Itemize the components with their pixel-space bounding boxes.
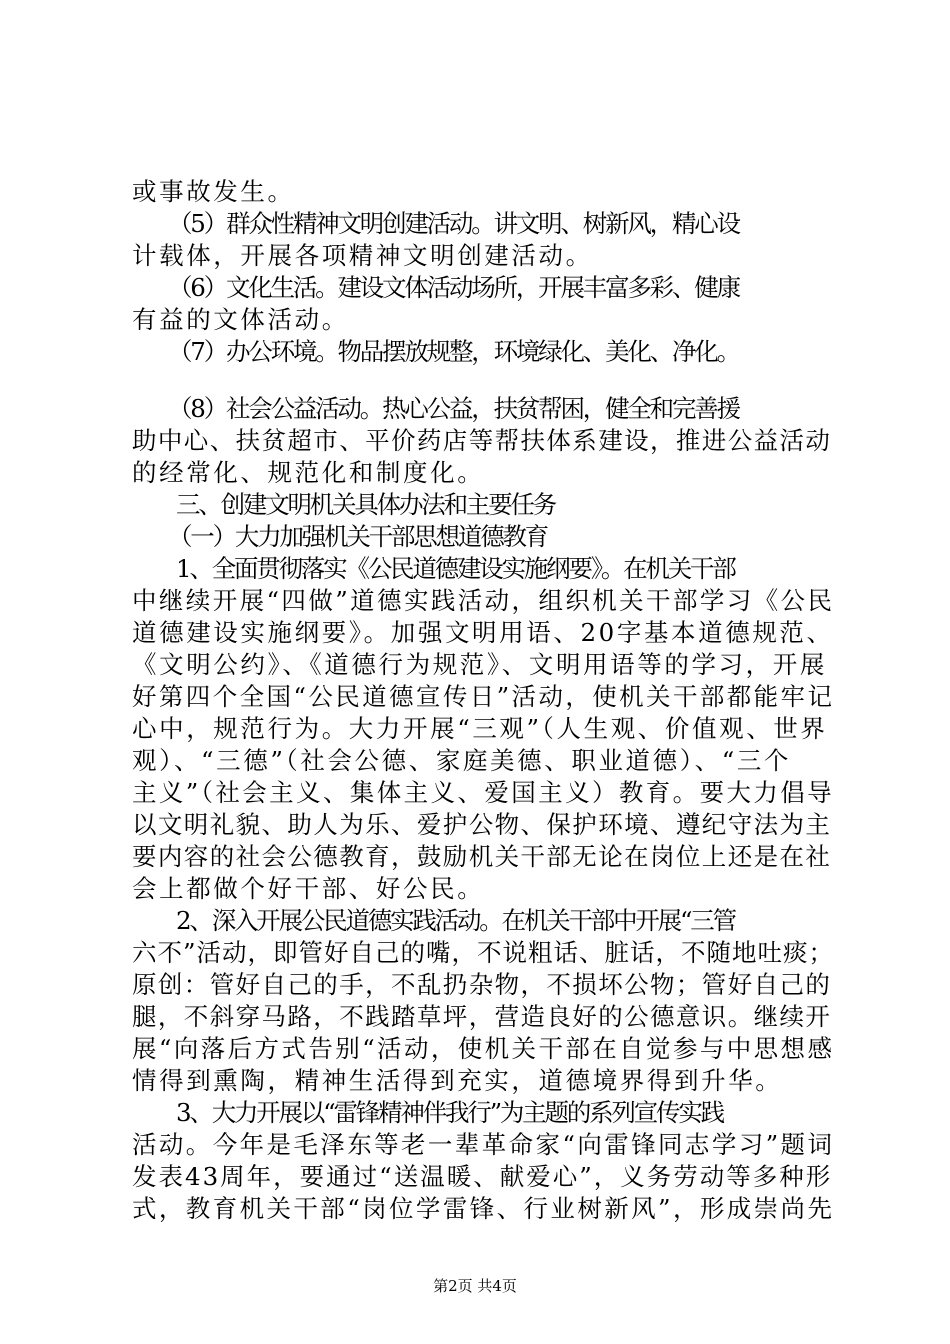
text-line: 六不”活动，即管好自己的嘴，不说粗话、脏话，不随地吐痰； (132, 938, 835, 967)
text-line: （5）群众性精神文明创建活动。讲文明、树新风，精心设 (168, 209, 739, 238)
text-line: 以文明礼貌、助人为乐、爱护公物、保护环境、遵纪守法为主 (132, 810, 832, 839)
text-line: 腿，不斜穿马路，不践踏草坪，营造良好的公德意识。继续开 (132, 1002, 832, 1031)
text-line: 观）、“三德”（社会公德、家庭美德、职业道德）、“三个 (132, 746, 792, 775)
text-line: （8）社会公益活动。热心公益，扶贫帮困，健全和完善援 (168, 394, 739, 423)
text-line: 道德建设实施纲要》。加强文明用语、20字基本道德规范、 (132, 618, 834, 647)
text-line: 会上都做个好干部、好公民。 (132, 874, 485, 903)
text-line: 《文明公约》、《道德行为规范》、文明用语等的学习，开展 (132, 650, 827, 679)
text-line: （7）办公环境。物品摆放规整，环境绿化、美化、净化。 (168, 337, 739, 366)
text-line: 好第四个全国“公民道德宣传日”活动，使机关干部都能牢记 (132, 682, 835, 711)
text-line: 2、深入开展公民道德实践活动。在机关干部中开展“三管 (176, 906, 735, 935)
page-number-footer: 第2页 共4页 (433, 1277, 517, 1295)
text-line: 活动。今年是毛泽东等老一辈革命家“向雷锋同志学习”题词 (132, 1130, 835, 1159)
text-line: （6）文化生活。建设文体活动场所，开展丰富多彩、健康 (168, 273, 739, 302)
text-line: 原创：管好自己的手，不乱扔杂物，不损坏公物；管好自己的 (132, 970, 832, 999)
section-heading: 三、创建文明机关具体办法和主要任务 (176, 490, 556, 519)
text-line: 有益的文体活动。 (132, 305, 349, 334)
text-line: 3、大力开展以“雷锋精神伴我行”为主题的系列宣传实践 (176, 1098, 723, 1127)
text-line: 心中，规范行为。大力开展“三观”（人生观、价值观、世界 (132, 714, 828, 743)
text-line: 式，教育机关干部“岗位学雷锋、行业树新风”，形成崇尚先 (132, 1194, 835, 1223)
text-line: 助中心、扶贫超市、平价药店等帮扶体系建设，推进公益活动 (132, 426, 832, 455)
subsection-heading: （一）大力加强机关干部思想道德教育 (168, 522, 548, 551)
text-line: 要内容的社会公德教育，鼓励机关干部无论在岗位上还是在社 (132, 842, 832, 871)
text-line: 展“向落后方式告别“活动，使机关干部在自觉参与中思想感 (132, 1034, 835, 1063)
text-line: 发表43周年，要通过“送温暖、献爱心”，义务劳动等多种形 (132, 1162, 833, 1191)
text-line: 或事故发生。 (132, 177, 295, 206)
text-line: 计载体，开展各项精神文明创建活动。 (132, 241, 593, 270)
text-line: 的经常化、规范化和制度化。 (132, 458, 485, 487)
text-line: 主义”（社会主义、集体主义、爱国主义）教育。要大力倡导 (132, 778, 835, 807)
text-line: 中继续开展“四做”道德实践活动，组织机关干部学习《公民 (132, 586, 835, 615)
text-line: 情得到熏陶，精神生活得到充实，道德境界得到升华。 (132, 1066, 783, 1095)
text-line: 1、全面贯彻落实《公民道德建设实施纲要》。在机关干部 (176, 554, 735, 583)
